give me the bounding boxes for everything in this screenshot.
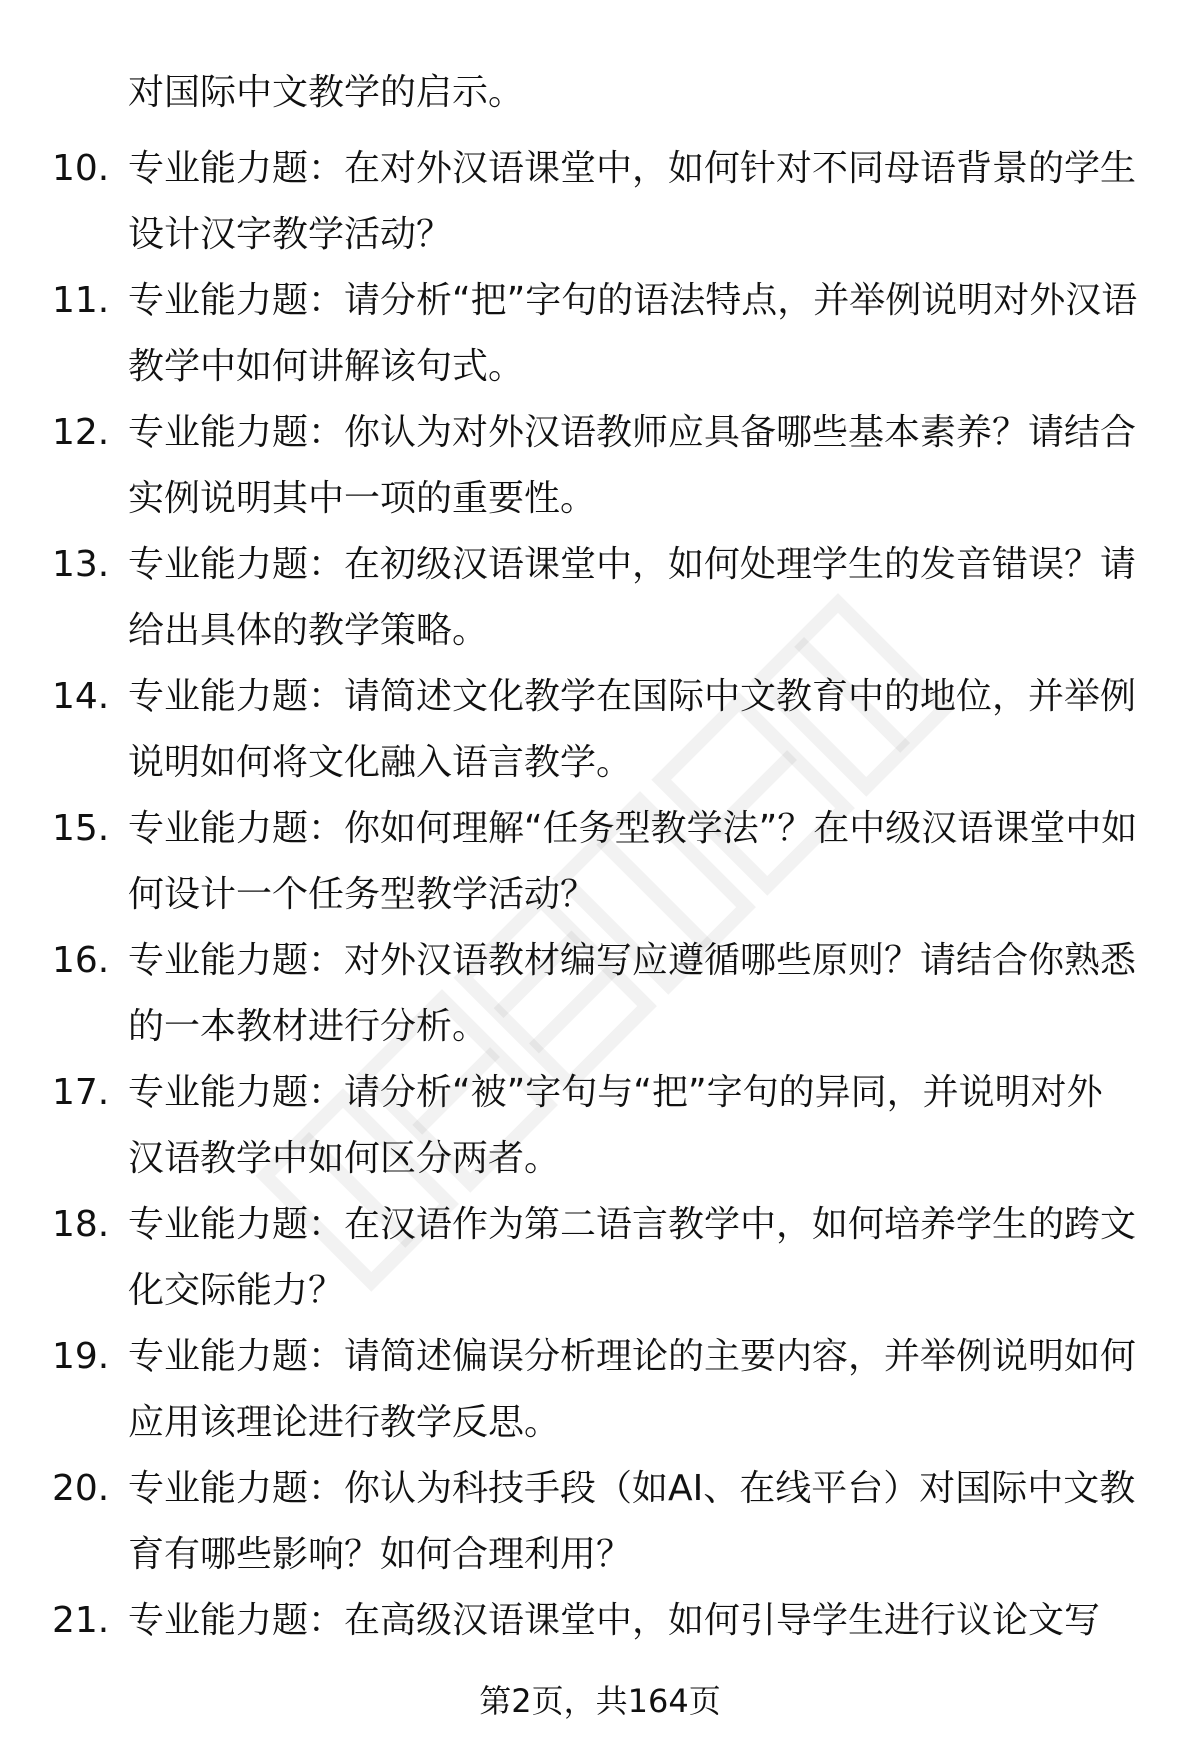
question-text: 专业能力题：在高级汉语课堂中，如何引导学生进行议论文写 [128, 1600, 1101, 1641]
question-list [0, 136, 1200, 1720]
question-number: 21. [52, 1600, 110, 1641]
question-number: 13. [52, 544, 110, 585]
question-number: 16. [52, 940, 110, 981]
question-number: 19. [52, 1336, 110, 1377]
question-item [0, 928, 1200, 1060]
question-text: 专业能力题：在汉语作为第二语言教学中，如何培养学生的跨文化交际能力？ [128, 1204, 1137, 1311]
page-footer: 第2页，共164页 [479, 1682, 721, 1720]
continuation-text: 对国际中文教学的启示。 [128, 72, 525, 113]
question-text: 专业能力题：请分析“把”字句的语法特点，并举例说明对外汉语教学中如何讲解该句式。 [128, 280, 1138, 387]
question-text: 专业能力题：你认为科技手段（如AI、在线平台）对国际中文教育有哪些影响？如何合理利用？ [128, 1468, 1136, 1575]
question-item [0, 664, 1200, 796]
question-text: 专业能力题：你如何理解“任务型教学法”？在中级汉语课堂中如何设计一个任务型教学活动？ [128, 808, 1138, 915]
question-number: 14. [52, 676, 110, 717]
question-number: 11. [52, 280, 110, 321]
question-item [0, 1456, 1200, 1588]
question-item [0, 268, 1200, 400]
question-text: 专业能力题：请简述偏误分析理论的主要内容，并举例说明如何应用该理论进行教学反思。 [128, 1336, 1137, 1443]
question-item [0, 1324, 1200, 1456]
question-number: 17. [52, 1072, 110, 1113]
question-text: 专业能力题：请分析“被”字句与“把”字句的异同，并说明对外汉语教学中如何区分两者。 [128, 1072, 1103, 1179]
question-number: 20. [52, 1468, 110, 1509]
question-number: 12. [52, 412, 110, 453]
question-number: 15. [52, 808, 110, 849]
question-text: 专业能力题：对外汉语教材编写应遵循哪些原则？请结合你熟悉的一本教材进行分析。 [128, 940, 1137, 1047]
question-number: 10. [52, 148, 110, 189]
question-item [0, 136, 1200, 268]
question-text: 专业能力题：在初级汉语课堂中，如何处理学生的发音错误？请给出具体的教学策略。 [128, 544, 1137, 651]
question-item [0, 532, 1200, 664]
question-item [0, 1192, 1200, 1324]
question-text: 专业能力题：你认为对外汉语教师应具备哪些基本素养？请结合实例说明其中一项的重要性。 [128, 412, 1137, 519]
question-text: 专业能力题：请简述文化教学在国际中文教育中的地位，并举例说明如何将文化融入语言教学。 [128, 676, 1137, 783]
question-item [0, 1060, 1200, 1192]
question-number: 18. [52, 1204, 110, 1245]
question-item [0, 796, 1200, 928]
question-text: 专业能力题：在对外汉语课堂中，如何针对不同母语背景的学生设计汉字教学活动？ [128, 148, 1137, 255]
question-item [0, 400, 1200, 532]
